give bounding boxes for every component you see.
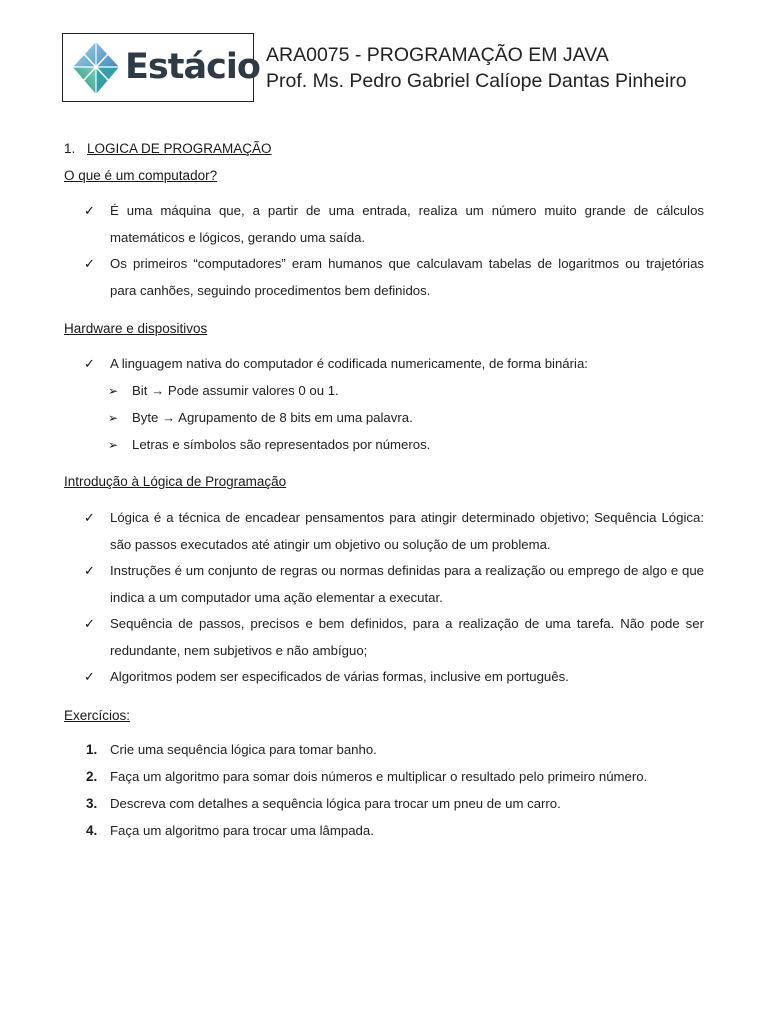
sub-list-item: Bit → Pode assumir valores 0 ou 1. xyxy=(132,383,339,398)
logo-box xyxy=(62,33,260,102)
list-item: Instruções é um conjunto de regras ou normas definidas para a realização ou emprego de algo e que indica a um computador uma ação elementar a executar. xyxy=(110,563,704,605)
heading-computador: O que é um computador? xyxy=(64,168,218,183)
heading-hardware: Hardware e dispositivos xyxy=(64,321,208,336)
professor-name: Prof. Ms. Pedro Gabriel Calíope Dantas Pinheiro xyxy=(266,70,687,92)
checkmark-icon: ✓ xyxy=(84,616,95,631)
estacio-logo-icon xyxy=(71,40,121,96)
list-item: Algoritmos podem ser especificados de várias formas, inclusive em português. xyxy=(110,669,569,684)
checkmark-icon: ✓ xyxy=(84,356,95,371)
exercise-number: 4. xyxy=(86,823,98,838)
checkmark-icon: ✓ xyxy=(84,510,95,525)
exercise-item: Crie uma sequência lógica para tomar banho. xyxy=(110,742,377,757)
list-item: Lógica é a técnica de encadear pensamentos para atingir determinado objetivo; Sequência Lógica: são passos executados até atingir um objetivo ou solução de um problema. xyxy=(110,510,704,552)
heading-exercicios: Exercícios: xyxy=(64,708,131,723)
sub-list-item: Letras e símbolos são representados por números. xyxy=(132,437,431,452)
exercise-item: Descreva com detalhes a sequência lógica para trocar um pneu de um carro. xyxy=(110,796,561,811)
arrowhead-bullet-icon: ➢ xyxy=(108,438,119,452)
arrowhead-bullet-icon: ➢ xyxy=(108,411,119,425)
course-title: ARA0075 - PROGRAMAÇÃO EM JAVA xyxy=(266,44,609,66)
sub-list-item: Byte → Agrupamento de 8 bits em uma palavra. xyxy=(132,410,413,425)
document-header xyxy=(62,33,722,104)
checkmark-icon: ✓ xyxy=(84,256,95,271)
exercise-number: 1. xyxy=(86,742,98,757)
checkmark-icon: ✓ xyxy=(84,669,95,684)
list-item: É uma máquina que, a partir de uma entrada, realiza um número muito grande de cálculos matemáticos e lógicos, gerando uma saída. xyxy=(110,203,704,245)
exercise-number: 3. xyxy=(86,796,98,811)
section-number: 1. xyxy=(64,141,76,156)
arrowhead-bullet-icon: ➢ xyxy=(108,384,119,398)
exercise-item: Faça um algoritmo para somar dois números e multiplicar o resultado pelo primeiro número. xyxy=(110,769,648,784)
section-title: LOGICA DE PROGRAMAÇÃO xyxy=(87,141,272,156)
checkmark-icon: ✓ xyxy=(84,563,95,578)
logo-wordmark: Estácio xyxy=(125,47,260,87)
exercise-number: 2. xyxy=(86,769,98,784)
list-item: Os primeiros “computadores” eram humanos que calculavam tabelas de logaritmos ou trajetórias para canhões, seguindo procedimentos bem definidos. xyxy=(110,256,704,298)
exercise-item: Faça um algoritmo para trocar uma lâmpada. xyxy=(110,823,374,838)
checkmark-icon: ✓ xyxy=(84,203,95,218)
list-item: A linguagem nativa do computador é codificada numericamente, de forma binária: xyxy=(110,356,588,371)
list-item: Sequência de passos, precisos e bem definidos, para a realização de uma tarefa. Não pode ser redundante, nem subjetivos e não ambíguo; xyxy=(110,616,704,658)
heading-introducao: Introdução à Lógica de Programação xyxy=(64,474,287,489)
